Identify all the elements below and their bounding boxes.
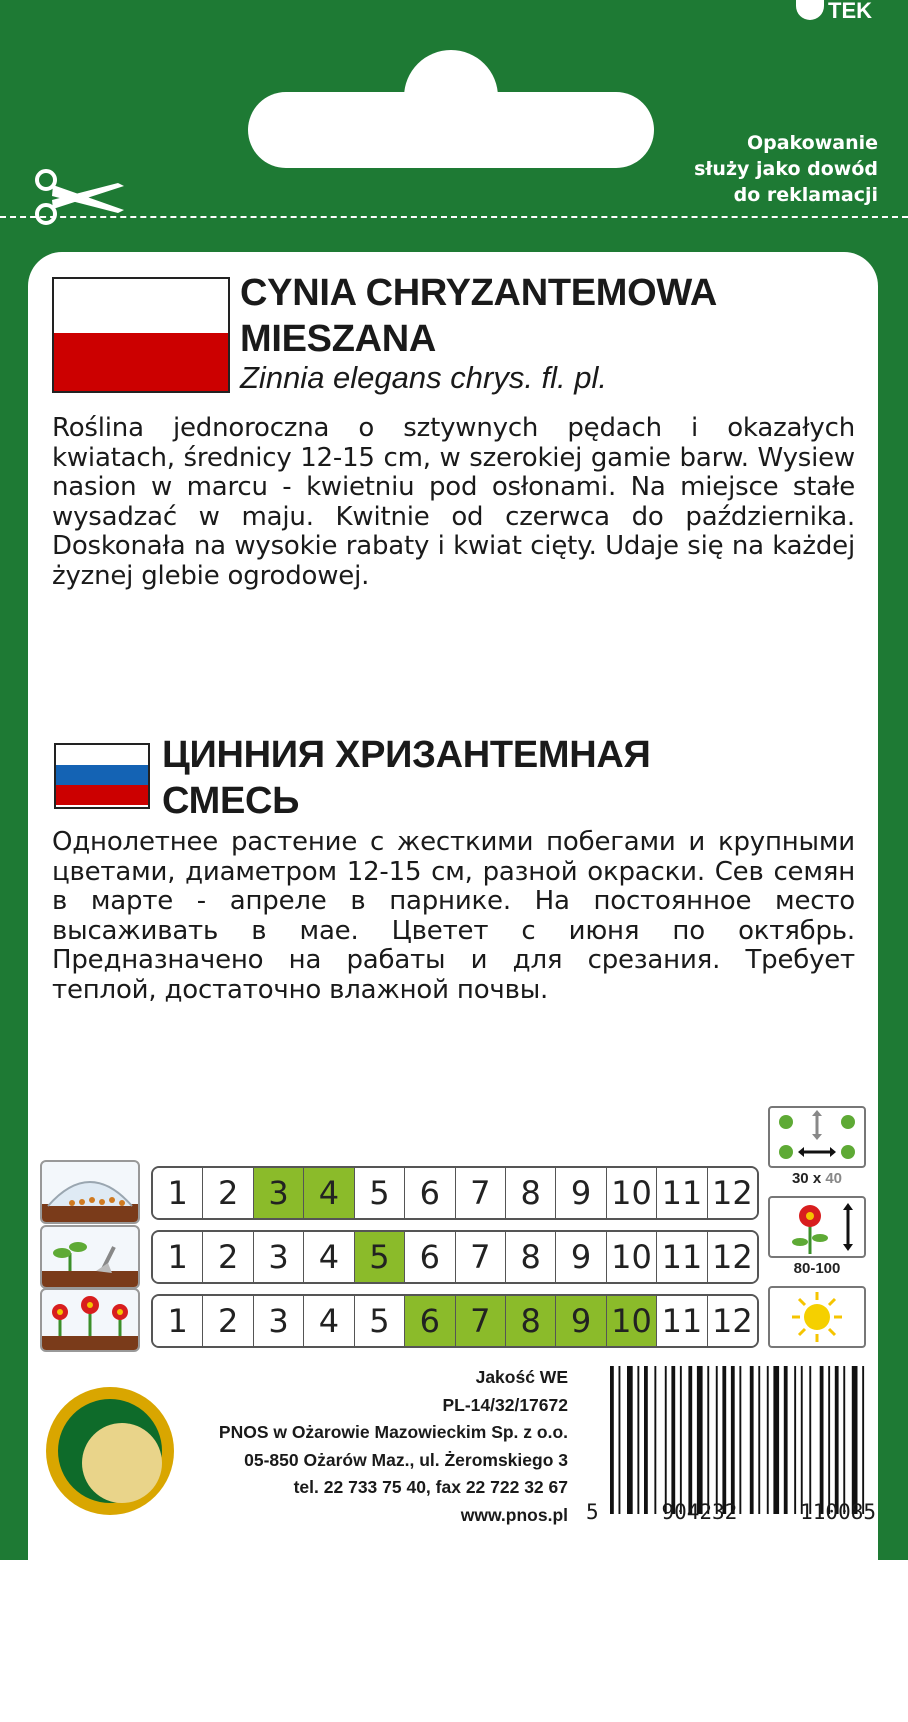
planting-months: [151, 1230, 759, 1284]
latin-name: Zinnia elegans chrys. fl. pl.: [240, 360, 608, 395]
month-cell: 5: [354, 1168, 404, 1218]
month-cell-active: 3: [253, 1168, 303, 1218]
month-cell: 11: [656, 1296, 706, 1346]
barcode-digit-group-left: 904232: [661, 1500, 738, 1524]
month-cell-active: 8: [505, 1296, 555, 1346]
plant-height-icon: [768, 1196, 866, 1258]
month-cell: 11: [656, 1168, 706, 1218]
month-cell: 7: [455, 1232, 505, 1282]
leaf-icon: [796, 0, 824, 20]
month-cell-active: 7: [455, 1296, 505, 1346]
month-cell: 12: [707, 1296, 757, 1346]
barcode: [610, 1366, 868, 1514]
month-cell: 2: [202, 1296, 252, 1346]
month-cell: 10: [606, 1168, 656, 1218]
spacing-label: [768, 1170, 866, 1187]
company-phone: tel. 22 733 75 40, fax 22 722 32 67: [293, 1477, 568, 1497]
cut-line: [0, 216, 908, 218]
russian-description: Однолетнее растение с жесткими побегами и крупными цветами, диаметром 12-15 см, разной окраски. Сев семян в марте - апреле в парнике. На постоянное место высаживать в мае. Цветет с июня по октябрь. Предназначено на рабаты и для срезания. Требует теплой, достаточно влажной почвы.: [52, 827, 855, 1005]
month-cell-active: 5: [354, 1232, 404, 1282]
month-cell: 11: [656, 1232, 706, 1282]
month-cell: 3: [253, 1232, 303, 1282]
month-cell: 8: [505, 1168, 555, 1218]
month-cell: 5: [354, 1296, 404, 1346]
hang-hole-top: [404, 50, 498, 144]
quality-mark: Jakość WE: [475, 1367, 568, 1387]
scissors-icon: [32, 166, 128, 230]
plant-spacing-icon: [768, 1106, 866, 1168]
month-cell: 6: [404, 1232, 454, 1282]
brand-text: TEK: [828, 0, 872, 23]
barcode-digit-group-right: 110085: [800, 1500, 876, 1524]
spacing-label-a: 30 x: [791, 1170, 822, 1187]
month-cell: 2: [202, 1232, 252, 1282]
month-cell: 1: [153, 1232, 202, 1282]
registration-number: PL-14/32/17672: [442, 1394, 568, 1415]
polish-description: Roślina jednoroczna o sztywnych pędach i okazałych kwiatach, średnicy 12-15 cm, w szerokiej gamie barw. Wysiew nasion w marcu - kwietniu pod osłonami. Na miejsce stałe wysadzać w maju. Kwitnie od czerwca do października. Doskonała na wysokie rabaty i kwiat cięty. Udaje się na każdej żyznej glebie ogrodowej.: [52, 413, 855, 591]
month-cell: 3: [253, 1296, 303, 1346]
polish-title: CYNIA CHRYZANTEMOWA MIESZANA: [240, 272, 718, 360]
full-sun-icon: [768, 1286, 866, 1348]
month-cell: 7: [455, 1168, 505, 1218]
month-cell: 4: [303, 1296, 353, 1346]
russian-title: ЦИННИЯ ХРИЗАНТЕМНАЯ СМЕСЬ: [162, 734, 651, 822]
sowing-months: [151, 1166, 759, 1220]
company-name: PNOS w Ożarowie Mazowieckim Sp. z o.o.: [218, 1422, 568, 1442]
month-cell: 8: [505, 1232, 555, 1282]
company-website: www.pnos.pl: [460, 1504, 568, 1525]
month-cell-active: 9: [555, 1296, 605, 1346]
russian-flag: [54, 743, 150, 809]
company-address: 05-850 Ożarów Maz., ul. Żeromskiego 3: [244, 1449, 568, 1470]
transplanting-icon: [40, 1225, 140, 1289]
flowering-months: [151, 1294, 759, 1348]
month-cell: 12: [707, 1232, 757, 1282]
brand-mark: [792, 0, 908, 24]
month-cell: 10: [606, 1232, 656, 1282]
month-cell-active: 10: [606, 1296, 656, 1346]
month-cell: 12: [707, 1168, 757, 1218]
greenhouse-sowing-icon: [40, 1160, 140, 1224]
month-cell: 9: [555, 1168, 605, 1218]
month-cell: 6: [404, 1168, 454, 1218]
month-cell: 1: [153, 1168, 202, 1218]
spacing-label-b: 40: [825, 1170, 843, 1187]
month-cell: 2: [202, 1168, 252, 1218]
month-cell: 4: [303, 1232, 353, 1282]
month-cell: 9: [555, 1232, 605, 1282]
complaint-note: Opakowanie służy jako dowód do reklamacji: [694, 132, 878, 206]
barcode-digits: [586, 1500, 876, 1524]
barcode-digit-prefix: 5: [586, 1500, 599, 1524]
polish-flag: [52, 277, 230, 393]
month-cell-active: 4: [303, 1168, 353, 1218]
producer-info: [48, 1364, 568, 1529]
month-cell-active: 6: [404, 1296, 454, 1346]
flowering-icon: [40, 1288, 140, 1352]
month-cell: 1: [153, 1296, 202, 1346]
height-label: 80-100: [793, 1260, 841, 1277]
